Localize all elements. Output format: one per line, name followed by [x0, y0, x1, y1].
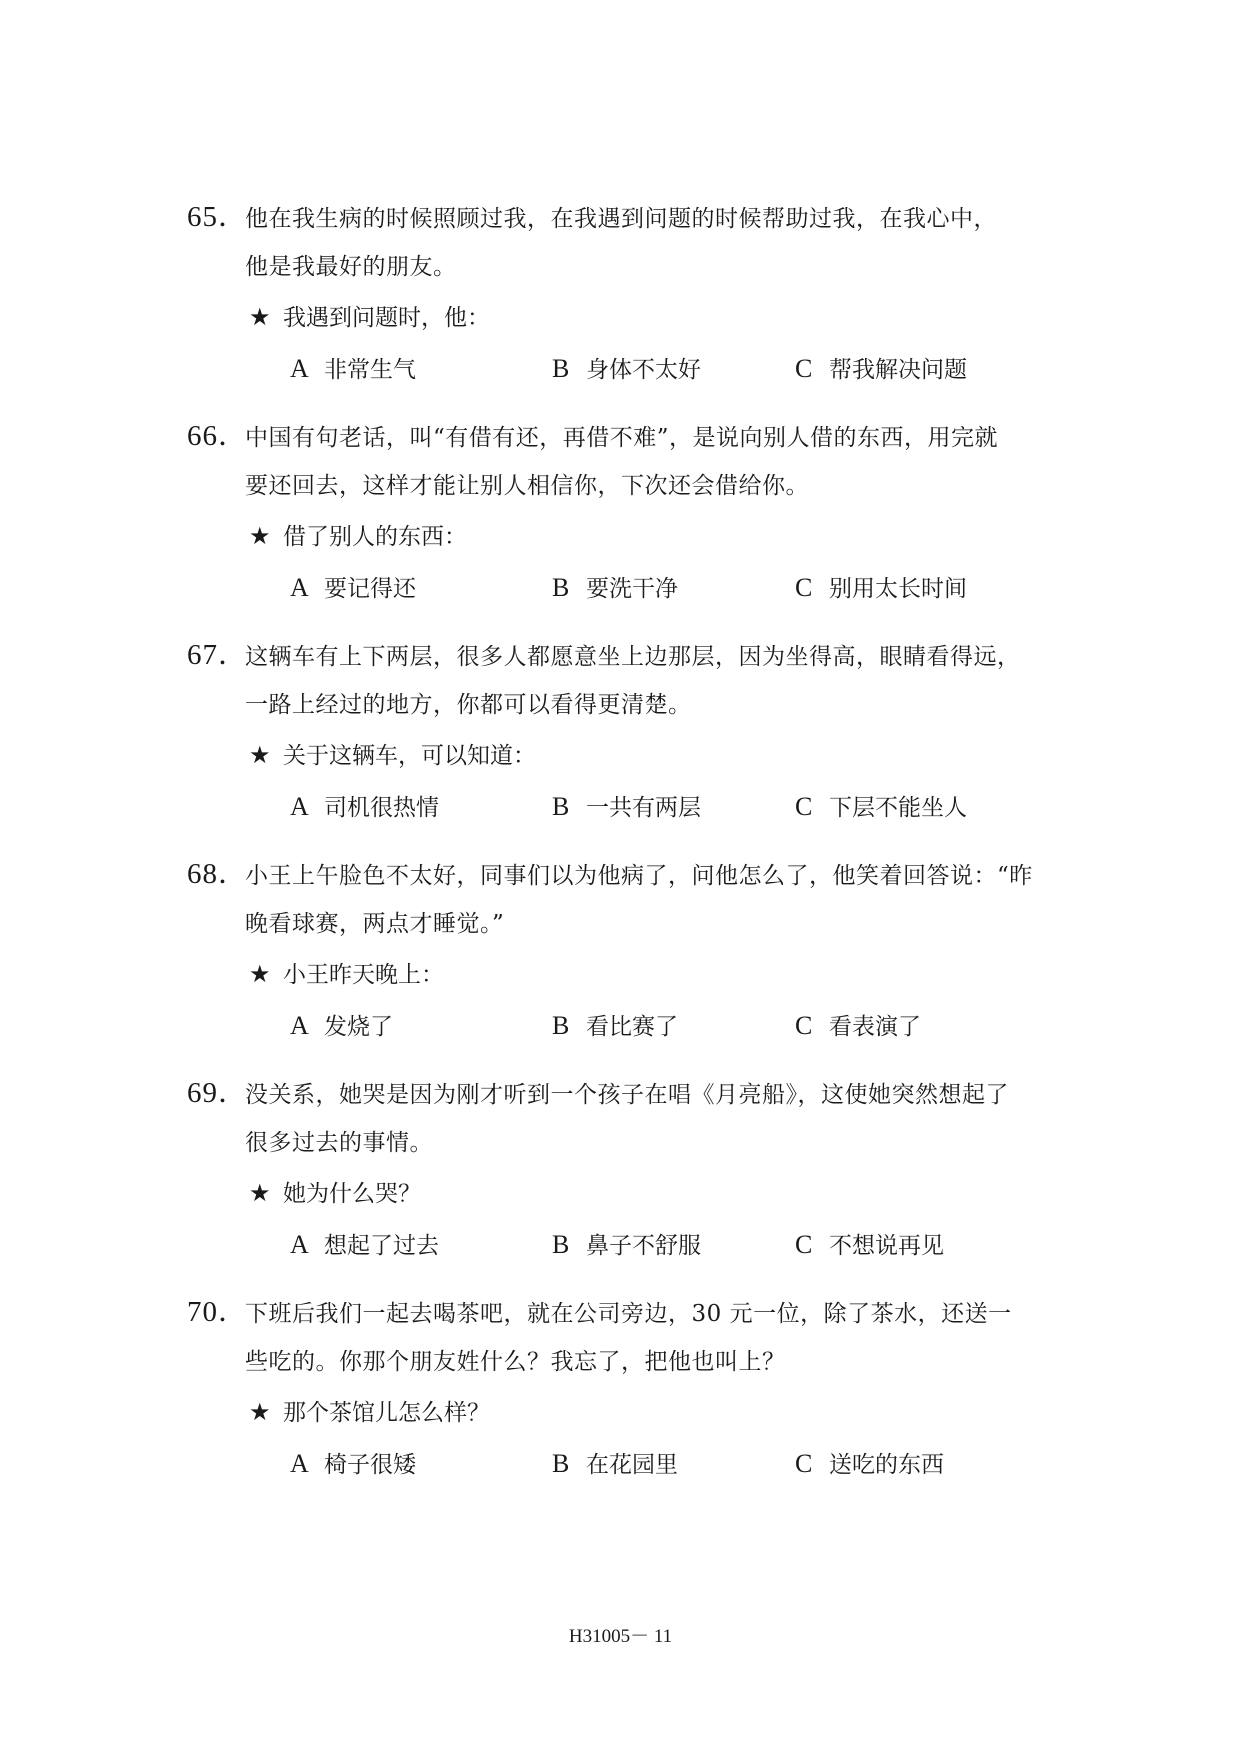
option-b[interactable] [552, 785, 701, 830]
option-text: 身体不太好 [586, 357, 701, 383]
option-letter: B [552, 1230, 570, 1259]
option-text: 帮我解决问题 [829, 357, 967, 383]
star-icon: ★ [249, 1398, 271, 1426]
answer-options [0, 566, 1241, 610]
option-letter: C [795, 1230, 813, 1259]
option-text: 鼻子不舒服 [586, 1233, 701, 1259]
question-text-line: 很多过去的事情。 [245, 1130, 433, 1156]
question-text [245, 852, 1055, 948]
option-letter: B [552, 1011, 570, 1040]
option-b[interactable] [552, 1004, 678, 1049]
option-text: 别用太长时间 [829, 576, 967, 602]
star-icon: ★ [249, 1179, 271, 1207]
option-text: 椅子很矮 [324, 1452, 416, 1478]
option-b[interactable] [552, 347, 701, 392]
star-icon: ★ [249, 960, 271, 988]
option-c[interactable] [795, 347, 967, 392]
option-a[interactable] [290, 1442, 416, 1487]
question-text-line: 一路上经过的地方，你都可以看得更清楚。 [245, 692, 692, 718]
answer-options [0, 785, 1241, 829]
option-letter: A [290, 792, 309, 821]
option-letter: C [795, 1011, 813, 1040]
question-prompt: 小王昨天晚上： [283, 962, 444, 988]
question-text-line: 晚看球赛，两点才睡觉。” [245, 911, 505, 937]
option-text: 要洗干净 [586, 576, 678, 602]
option-text: 想起了过去 [324, 1233, 439, 1259]
option-c[interactable] [795, 785, 967, 830]
question-prompt-row [249, 295, 490, 340]
question-number: 67． [187, 639, 249, 671]
answer-options [0, 1223, 1241, 1267]
question-text [245, 633, 1055, 729]
answer-options [0, 1004, 1241, 1048]
star-icon: ★ [249, 303, 271, 331]
option-letter: A [290, 1011, 309, 1040]
question-text-line: 下班后我们一起去喝茶吧，就在公司旁边，30 元一位，除了茶水，还送一 [245, 1301, 1012, 1327]
option-a[interactable] [290, 1004, 393, 1049]
option-text: 送吃的东西 [829, 1452, 944, 1478]
option-c[interactable] [795, 1223, 944, 1268]
option-letter: C [795, 1449, 813, 1478]
question-number: 65． [187, 201, 249, 233]
option-c[interactable] [795, 1004, 921, 1049]
option-letter: B [552, 1449, 570, 1478]
option-text: 要记得还 [324, 576, 416, 602]
option-letter: A [290, 573, 309, 602]
option-a[interactable] [290, 566, 416, 611]
question-prompt-row [249, 952, 444, 997]
question-text-line: 这辆车有上下两层，很多人都愿意坐上边那层，因为坐得高，眼睛看得远， [245, 644, 1021, 670]
option-c[interactable] [795, 1442, 944, 1487]
question-prompt: 那个茶馆儿怎么样？ [283, 1400, 490, 1426]
option-a[interactable] [290, 347, 416, 392]
question-text-line: 他是我最好的朋友。 [245, 254, 457, 280]
question-prompt-row [249, 733, 536, 778]
option-c[interactable] [795, 566, 967, 611]
option-b[interactable] [552, 1442, 678, 1487]
option-text: 司机很热情 [324, 795, 439, 821]
question-text-line: 要还回去，这样才能让别人相信你，下次还会借给你。 [245, 473, 809, 499]
option-letter: A [290, 1449, 309, 1478]
option-letter: A [290, 1230, 309, 1259]
star-icon: ★ [249, 522, 271, 550]
option-letter: C [795, 354, 813, 383]
option-letter: A [290, 354, 309, 383]
star-icon: ★ [249, 741, 271, 769]
option-letter: B [552, 573, 570, 602]
option-text: 在花园里 [586, 1452, 678, 1478]
question-text [245, 414, 1055, 510]
option-text: 看比赛了 [586, 1014, 678, 1040]
option-b[interactable] [552, 566, 678, 611]
option-b[interactable] [552, 1223, 701, 1268]
question-text-line: 中国有句老话，叫“有借有还，再借不难”，是说向别人借的东西，用完就 [245, 425, 999, 451]
option-letter: B [552, 354, 570, 383]
option-a[interactable] [290, 1223, 439, 1268]
question-text [245, 1290, 1055, 1386]
option-text: 一共有两层 [586, 795, 701, 821]
page-footer: H31005－ 11 [568, 1626, 673, 1647]
question-prompt-row [249, 1390, 490, 1435]
answer-options [0, 347, 1241, 391]
question-prompt: 我遇到问题时，他： [283, 305, 490, 331]
option-letter: C [795, 792, 813, 821]
question-text-line: 他在我生病的时候照顾过我，在我遇到问题的时候帮助过我，在我心中， [245, 206, 997, 232]
option-text: 看表演了 [829, 1014, 921, 1040]
option-text: 发烧了 [324, 1014, 393, 1040]
question-prompt-row [249, 514, 467, 559]
question-prompt: 她为什么哭？ [283, 1181, 421, 1207]
question-number: 68． [187, 858, 249, 890]
question-text-line: 小王上午脸色不太好，同事们以为他病了，问他怎么了，他笑着回答说：“昨 [245, 863, 1033, 889]
option-a[interactable] [290, 785, 439, 830]
option-text: 不想说再见 [829, 1233, 944, 1259]
answer-options [0, 1442, 1241, 1486]
option-letter: B [552, 792, 570, 821]
question-text [245, 195, 1055, 291]
option-letter: C [795, 573, 813, 602]
question-prompt: 关于这辆车，可以知道： [283, 743, 536, 769]
question-prompt: 借了别人的东西： [283, 524, 467, 550]
option-text: 下层不能坐人 [829, 795, 967, 821]
question-number: 70． [187, 1296, 249, 1328]
question-text-line: 没关系，她哭是因为刚才听到一个孩子在唱《月亮船》，这使她突然想起了 [245, 1082, 1009, 1108]
question-text-line: 些吃的。你那个朋友姓什么？我忘了，把他也叫上？ [245, 1349, 786, 1375]
question-text [245, 1071, 1055, 1167]
question-number: 66． [187, 420, 249, 452]
question-prompt-row [249, 1171, 421, 1216]
option-text: 非常生气 [324, 357, 416, 383]
question-number: 69． [187, 1077, 249, 1109]
